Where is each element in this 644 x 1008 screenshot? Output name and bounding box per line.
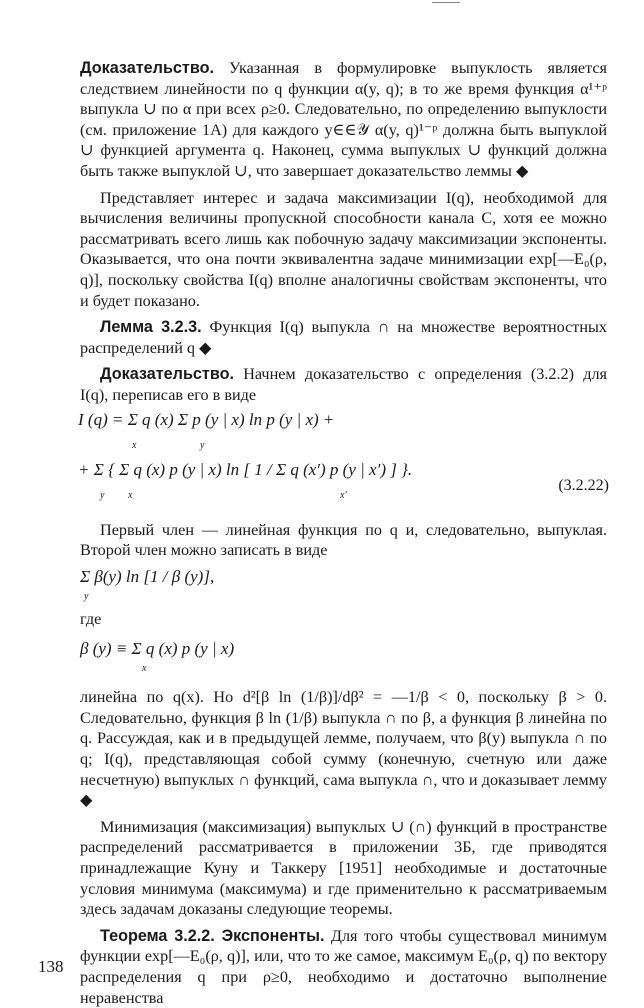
paragraph-lemma [80, 317, 607, 358]
paragraph-linear [80, 687, 607, 811]
page-number: 138 [38, 957, 64, 976]
linear-text: линейна по q(x). Но d²[β ln (1/β)]/dβ² = —1/β < 0, поскольку β > 0. Следовательно, функция β ln (1/β) выпукла ∩ по β, а функция β линейна по q. Рассуждая, как и в предыдущей лемме, получаем, что β(y) выпукла ∩ по q; I(q), представляющая собой сумму (конечную, счетную или даже несчетную) выпуклых ∩ функций, сама выпукла ∩, что и доказывает лемму ◆ [80, 688, 607, 810]
lemma-text: Функция I(q) выпукла ∩ на множестве вероятностных распределений q ◆ [80, 318, 608, 357]
paragraph-minimization [80, 817, 607, 920]
proof-2-text: Начнем доказательство с определения (3.2.2) для I(q), переписав его в виде [80, 365, 608, 404]
lemma-heading: Лемма 3.2.3. [100, 318, 202, 337]
where-text: где [80, 609, 102, 628]
top-margin-mark [432, 2, 460, 3]
formula-line-2 [78, 460, 607, 512]
first-term-text: Первый член — линейная функция по q и, следовательно, выпуклая. Второй член можно записать в виде [80, 520, 607, 560]
formula-line-4 [80, 639, 607, 677]
formula-3-sub-y: y [84, 590, 89, 602]
paragraph-proof-2 [80, 364, 607, 405]
formula-2-sub-x: x [128, 489, 133, 501]
formula-2-sub-y: y [100, 489, 105, 501]
paragraph-theorem [80, 926, 607, 1008]
theorem-heading: Теорема 3.2.2. Экспоненты. [100, 926, 325, 945]
formula-1-sub-y: y [200, 439, 205, 451]
formula-line-1 [78, 410, 607, 456]
proof-heading: Доказательство. [80, 59, 214, 77]
formula-2-text: + Σ { Σ q (x) p (y | x) ln [ 1 / Σ q (x′) p (y | x′) ] }. [78, 459, 413, 479]
formula-1-text: I (q) = Σ q (x) Σ p (y | x) ln p (y | x) + [78, 409, 335, 429]
formula-4-sub-x: x [142, 663, 147, 675]
proof-2-heading: Доказательство. [100, 365, 234, 384]
equation-number: (3.2.22) [558, 476, 609, 494]
formula-1-sub-x: x [132, 439, 137, 451]
minimization-text: Минимизация (максимизация) выпуклых ∪ (∩) функций в пространстве распределений рассматривается в приложении 3Б, где приводятся принадлежащие Куну и Таккеру [1951] необходимые и достаточные условия минимума (максимума) и где применительно к рассматриваемым здесь задачам доказаны следующие теоремы. [80, 817, 607, 919]
formula-2-sub-xprime: x′ [340, 489, 347, 501]
page-body [80, 58, 607, 1008]
formula-line-3 [80, 567, 607, 605]
theorem-text: Для того чтобы существовал минимум функции exp[—E₀(ρ, q)], или, что то же самое, максимум E₀(ρ, q) по вектору распределения q при ρ≥0, необходимо и достаточно выполнение неравенства [80, 926, 607, 1007]
maximization-text: Представляет интерес и задача максимизации I(q), необходимой для вычисления величины пропускной способности канала C, хотя ее можно рассматривать всего лишь как побочную задачу максимизации экспоненты. Оказывается, что она почти эквивалентна задаче минимизации exp[—E₀(ρ, q)], поскольку свойства I(q) вполне аналогичны свойствам экспоненты, что и будет показано. [80, 188, 607, 310]
paragraph-proof-1 [80, 58, 607, 182]
word-where [80, 609, 607, 630]
formula-4-text: β (y) ≡ Σ q (x) p (y | x) [80, 639, 235, 659]
paragraph-maximization [80, 188, 607, 312]
formula-3-text: Σ β(y) ln [1 / β (y)], [80, 566, 215, 586]
proof-text: Указанная в формулировке выпуклость является следствием линейности по q функции α(y, q); в то же время функция α¹⁺ᵖ выпукла ∪ по α при всех ρ≥0. Следовательно, по определению выпуклости (см. приложение 1А) для каждого y∈∈𝒴 α(y, q)¹⁻ᵖ должна быть выпуклой ∪ функцией аргумента q. Наконец, сумма выпуклых ∪ функций должна быть также выпуклой ∪, что завершает доказательство леммы ◆ [80, 59, 608, 180]
paragraph-first-term [80, 520, 607, 561]
